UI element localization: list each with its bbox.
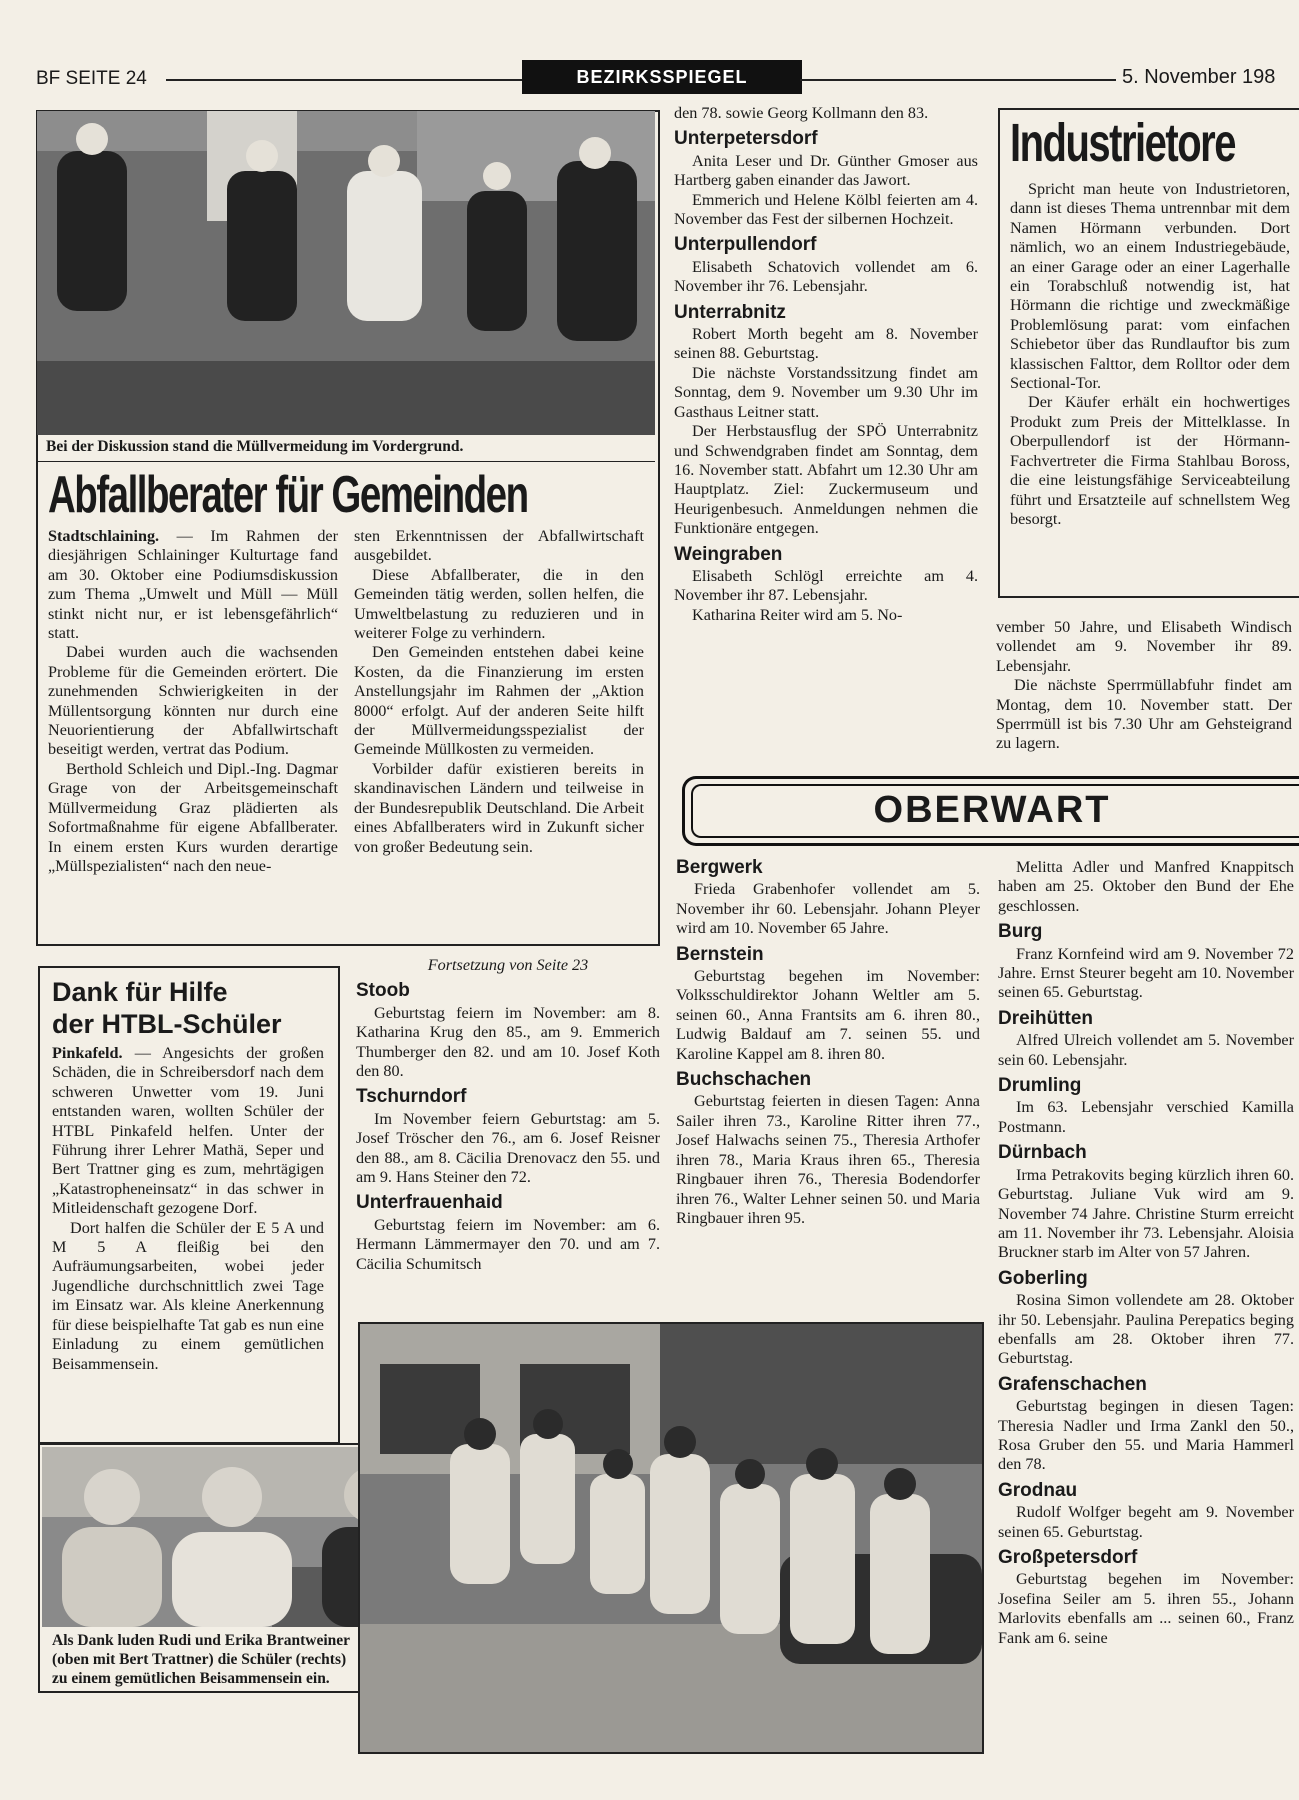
oberwart-column-2 bbox=[998, 858, 1294, 1738]
town-text: Geburtstag begehen im November: Volksschuldirektor Johann Weltler am 5. seinen 60., Anna Frantsits am 6. ihren 80., Ludwig Baldauf am 7. seinen 55. und Karoline Kappel am 8. ihren 80. bbox=[676, 967, 980, 1063]
town-text: Die nächste Vorstandssitzung findet am Sonntag, dem 9. November um 9.30 Uhr im Gasthaus Leitner statt. bbox=[674, 363, 978, 421]
htbl-text bbox=[52, 1044, 324, 1374]
town-text: Katharina Reiter wird am 5. No- bbox=[692, 605, 903, 624]
abfall-column-2 bbox=[354, 527, 644, 857]
abfall-para-3: Berthold Schleich und Dipl.-Ing. Dagmar Grage von der Arbeitsgemeinschaft Müllvermeidung Graz plädierten als Sofortmaßnahme für eigene Abfallberater. In einem ersten Kurs wurden derartige „Müllspezialisten“ nach den neue- bbox=[48, 759, 338, 875]
town-text: Im 63. Lebensjahr verschied Kamilla Postmann. bbox=[998, 1098, 1294, 1136]
town-text: Elisabeth Schlögl erreichte am 4. November ihr 87. Lebensjahr. bbox=[674, 566, 978, 605]
discussion-photo bbox=[37, 111, 655, 435]
abfall-para-5: Diese Abfallberater, die in den Gemeinden tätig werden, sollen helfen, die Umweltbelastung zu reduzieren und in weiterer Folge zu verhindern. bbox=[354, 565, 644, 643]
discussion-photo-caption: Bei der Diskussion stand die Müllvermeidung im Vordergrund. bbox=[46, 438, 464, 455]
town-text: Emmerich und Helene Kölbl feierten am 4. November das Fest der silbernen Hochzeit. bbox=[674, 190, 978, 229]
town-heading: Bergwerk bbox=[676, 857, 763, 878]
mid-intro: den 78. sowie Georg Kollmann den 83. bbox=[674, 104, 929, 122]
town-heading: Unterrabnitz bbox=[674, 301, 786, 323]
town-heading: Grodnau bbox=[998, 1479, 1078, 1501]
right-mid-para-1: vember 50 Jahre, und Elisabeth Windisch vollendet am 9. November ihr 89. Lebensjahr. bbox=[996, 618, 1292, 675]
town-text: Anita Leser und Dr. Günther Gmoser aus Hartberg gaben einander das Jawort. bbox=[674, 151, 978, 190]
abfall-para-2: Dabei wurden auch die wachsenden Probleme für die Gemeinden erörtert. Die zunehmenden Schwierigkeiten in der Müllentsorgung könnten nur durch eine Neuorientierung der Abfallwirtschaft beseitigt werden, vertrat das Podium. bbox=[48, 643, 338, 759]
town-heading: Goberling bbox=[998, 1267, 1088, 1289]
mid-column-top bbox=[674, 104, 978, 625]
town-text: Geburtstag begehen im November: Josefina Seiler am 5. ihren 55., Johann Marlovits ebenfalls am ... seinen 60., Franz Fank am 6. seine bbox=[998, 1570, 1294, 1647]
abfall-para-6: Den Gemeinden entstehen dabei keine Kosten, da die Finanzierung im ersten Anstellungsjahr im Rahmen der „Aktion 8000“ erfolgt. Auf der anderen Seite hilft der Müllvermeidungsspezialist der Gemeinde Müllkosten zu vermeiden. bbox=[354, 643, 644, 759]
right-column-mid bbox=[996, 618, 1292, 754]
header-rule-right bbox=[800, 79, 1116, 81]
abfall-headline: Abfallberater für Gemeinden bbox=[48, 466, 528, 524]
discussion-photo-image bbox=[37, 111, 655, 435]
industrietore-text bbox=[1010, 180, 1290, 529]
town-heading: Unterpetersdorf bbox=[674, 128, 818, 150]
town-text: Robert Morth begeht am 8. November seinen 88. Geburtstag. bbox=[674, 325, 978, 363]
oberwart-title: OBERWART bbox=[873, 789, 1111, 831]
htbl-para-2: Dort halfen die Schüler der E 5 A und M 5 A fleißig bei den Aufräumungsarbeiten, wobei jeder Jugendliche durchschnittlich zwei Tage im Einsatz war. Als kleine Anerkennung für diese beispielhafte Tat gab es nun eine Einladung zu einem gemütlichen Beisammensein. bbox=[52, 1218, 324, 1373]
abfall-column-1 bbox=[48, 527, 338, 876]
right-mid-para-2: Die nächste Sperrmüllabfuhr findet am Montag, dem 10. November statt. Der Sperrmüll ist bis 7.30 Uhr am Gehsteigrand zu lagern. bbox=[996, 676, 1292, 753]
htbl-headline-line-2: der HTBL-Schüler bbox=[52, 1009, 282, 1039]
town-heading: Burg bbox=[998, 921, 1043, 943]
town-text: Geburtstag feiern im November: am 8. Katharina Krug den 85., am 9. Emmerich Thumberger den 82. und am 10. Josef Koth den 80. bbox=[356, 1003, 660, 1081]
abfall-para-7: Vorbilder dafür existieren bereits in skandinavischen Ländern und teilweise in der Bundesrepublik Deutschland. Die Arbeit eines Abfallberaters wird in Zukunft sicher von großer Bedeutung sein. bbox=[354, 759, 644, 856]
students-photo bbox=[358, 1322, 984, 1754]
continuation-note: Fortsetzung von Seite 23 bbox=[427, 956, 589, 974]
section-label-text: BEZIRKSSPIEGEL bbox=[576, 67, 748, 87]
town-text: Irma Petrakovits beging kürzlich ihren 60. Geburtstag. Juliane Vuk wird am 9. November 74 Jahre. Christine Sturm erreicht am 11. November ihr 73. Lebensjahr. Aloisia Bruckner starb im Alter von 57 Jahren. bbox=[998, 1165, 1294, 1262]
town-text: Rudolf Wolfger begeht am 9. November seinen 65. Geburtstag. bbox=[998, 1503, 1294, 1541]
town-text: Geburtstag feiern im November: am 6. Hermann Lämmermayer den 70. und am 7. Cäcilia Schumitsch bbox=[356, 1215, 660, 1273]
abfall-para-4: sten Erkenntnissen der Abfallwirtschaft ausgebildet. bbox=[354, 527, 644, 565]
students-photo-image bbox=[360, 1324, 982, 1752]
town-text: Der Herbstausflug der SPÖ Unterrabnitz und Schwendgraben findet am Sonntag, dem 16. November statt. Abfahrt um 12.30 Uhr am Hauptplatz. Ziel: Zuckermuseum und Heurigenbesuch. Anmeldungen nehmen die Funktionäre entgegen. bbox=[674, 422, 978, 538]
htbl-headline bbox=[52, 976, 282, 1040]
town-text: Geburtstag begingen in diesen Tagen: Theresia Nadler und Irma Zankl den 50., Rosa Gruber den 55. und Maria Hammerl den 78. bbox=[998, 1397, 1294, 1474]
town-heading: Stoob bbox=[356, 980, 410, 1002]
oberwart-column-1 bbox=[676, 858, 980, 1228]
town-text: Alfred Ulreich vollendet am 5. November sein 60. Lebensjahr. bbox=[998, 1031, 1294, 1069]
town-text: Elisabeth Schatovich vollendet am 6. November ihr 76. Lebensjahr. bbox=[674, 257, 978, 296]
town-text: Geburtstag feierten in diesen Tagen: Anna Sailer ihren 73., Karoline Ritter ihren 77., Josef Halwachs seinen 75., Theresia Arthofer ihren 78., Maria Kraus ihren 65., Theresia Ringbauer ihren 76., Theresia Bodendorfer ihren 76., Walter Lehner seinen 50. und Maria Ringbauer ihren 95. bbox=[676, 1092, 980, 1227]
town-text: Frieda Grabenhofer vollendet am 5. November ihr 60. Lebensjahr. Johann Pleyer wird am 10. November 65 Jahre. bbox=[676, 880, 980, 938]
town-text: Rosina Simon vollendete am 28. Oktober ihr 50. Lebensjahr. Paulina Perepatics beging ebenfalls am 28. Oktober ihren 77. Geburtstag. bbox=[998, 1291, 1294, 1368]
htbl-photo-caption: Als Dank luden Rudi und Erika Brantweiner (oben mit Bert Trattner) die Schüler (rechts) zu einem gemütlichen Beisammensein ein. bbox=[52, 1632, 350, 1687]
town-text: Franz Kornfeind wird am 9. November 72 Jahre. Ernst Steurer begeht am 10. November seinen 65. Geburtstag. bbox=[998, 944, 1294, 1002]
htbl-para-1: Pinkafeld. — Angesichts der großen Schäden, die in Schreibersdorf nach dem schweren Unwetter vom 19. Juni entstanden waren, wollten Schüler der HTBL Pinkafeld helfen. Unter der Führung ihrer Lehrer Mathä, Seper und Bert Trattner ging es zum, mehrtägigen „Katastropheneinsatz“ in das schwer in Mitleidenschaft gezogene Dorf. bbox=[52, 1044, 324, 1218]
industrietore-ad bbox=[998, 108, 1299, 598]
section-label bbox=[522, 60, 802, 94]
town-heading: Grafenschachen bbox=[998, 1373, 1147, 1395]
oberwart-banner bbox=[682, 776, 1299, 846]
mid-column-bottom bbox=[356, 956, 660, 1274]
oberwart-intro: Melitta Adler und Manfred Knappitsch haben am 25. Oktober den Bund der Ehe geschlossen. bbox=[998, 858, 1294, 915]
town-heading: Drumling bbox=[998, 1075, 1082, 1097]
town-heading: Bernstein bbox=[676, 943, 764, 965]
page-label: BF SEITE 24 bbox=[36, 68, 147, 89]
town-heading: Weingraben bbox=[674, 543, 783, 565]
town-heading: Großpetersdorf bbox=[998, 1547, 1138, 1568]
town-heading: Unterfrauenhaid bbox=[356, 1192, 503, 1214]
industrietore-para-1: Spricht man heute von Industrietoren, dann ist dieses Thema untrennbar mit dem Namen Hörmann verbunden. Dort nämlich, wo an einem Industriegebäude, an einer Garage oder an einer Lagerhalle ein Torabschluß notwendig ist, hat Hörmann die richtige und zweckmäßige Problemlösung parat: vom einfachen Schiebetor über das Rundlauftor bis zum klassischen Falttor, dem Rolltor oder dem Sectional-Tor. bbox=[1010, 180, 1290, 393]
industrietore-para-2: Der Käufer erhält ein hochwertiges Produkt zum Preis der Mittelklasse. In Oberpullendorf ist der Hörmann-Fachvertreter die Firma Stahlbau Boross, die eine leistungsfähige Serviceabteilung führt und Ersatzteile auf schnellstem Weg besorgt. bbox=[1010, 393, 1290, 528]
abfall-para-1: Stadtschlaining. — Im Rahmen der diesjährigen Schlaininger Kulturtage fand am 30. Oktober eine Podiumsdiskussion zum Thema „Umwelt und Müll — Müll stinkt nicht nur, er ist lebensgefährlich“ statt. bbox=[48, 527, 338, 643]
town-heading: Buchschachen bbox=[676, 1069, 812, 1091]
town-text: Im November feiern Geburtstag: am 5. Josef Tröscher den 76., am 6. Josef Reisner den 88., am 8. Cäcilia Drenovacz den 55. und am 9. Hans Steiner den 72. bbox=[356, 1109, 660, 1187]
town-heading: Unterpullendorf bbox=[674, 234, 817, 256]
industrietore-title: Industrietore bbox=[1010, 113, 1235, 173]
town-heading: Dürnbach bbox=[998, 1142, 1087, 1164]
caption-rule bbox=[37, 461, 655, 462]
htbl-headline-line-1: Dank für Hilfe bbox=[52, 977, 228, 1007]
header-rule-left bbox=[166, 79, 522, 81]
issue-date: 5. November 198 bbox=[1122, 66, 1276, 88]
town-heading: Tschurndorf bbox=[356, 1086, 467, 1108]
htbl-article-box bbox=[38, 966, 340, 1444]
town-heading: Dreihütten bbox=[998, 1007, 1093, 1029]
